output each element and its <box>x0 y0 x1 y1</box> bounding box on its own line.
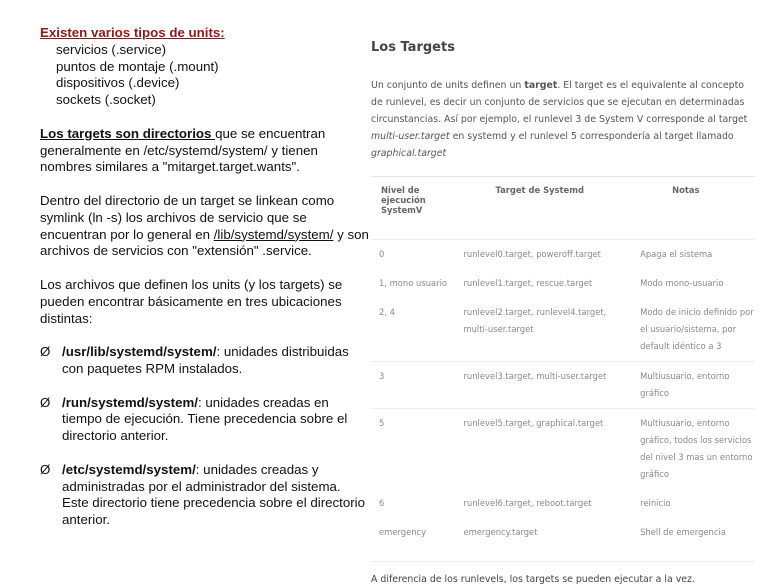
table-cell: 3 <box>371 362 455 409</box>
bullet-path: /usr/lib/systemd/system/ <box>62 344 217 360</box>
bullet-item <box>40 344 370 378</box>
bullet-text: : unidades creadas en tiempo de ejecución. Tiene precedencia sobre el directorio anterior. <box>62 394 348 444</box>
table-row <box>371 489 755 518</box>
column-header: Nivel de ejecución SystemV <box>371 177 455 240</box>
intro-italic: graphical.target <box>371 148 447 159</box>
table-cell: Modo mono-usuario <box>640 278 724 288</box>
targets-screenshot <box>371 40 755 585</box>
targets-intro <box>371 77 755 162</box>
table-cell: 5 <box>371 409 455 490</box>
bullet-item <box>40 462 370 529</box>
unit-type: puntos de montaje (.mount) <box>56 58 219 74</box>
locations-paragraph: Los archivos que definen los units (y los targets) se pueden encontrar básicamente en tres ubicaciones distintas: <box>40 276 343 326</box>
intro-text: Un conjunto de units definen un <box>371 80 525 91</box>
table-cell: Shell de emergencia <box>640 527 726 537</box>
intro-italic: multi-user.target <box>371 131 450 142</box>
intro-bold: target <box>524 80 558 91</box>
table-cell: 1, mono usuario <box>379 278 448 288</box>
table-row <box>371 269 755 298</box>
table-cell: runlevel5.target, graphical.target <box>455 409 632 490</box>
bullet-path: /etc/systemd/system/ <box>62 461 196 477</box>
table-row <box>371 362 755 409</box>
table-cell: Multiusuario, entorno gráfico, todos los servicios del nivel 3 mas un entorno gráfico <box>632 409 755 490</box>
arrow-bullet-icon: Ø <box>40 344 51 360</box>
table-cell: runlevel3.target, multi-user.target <box>455 362 632 409</box>
table-cell: emergency.target <box>463 527 538 537</box>
table-cell: runlevel0.target, poweroff.target <box>455 240 632 270</box>
column-header: Target de Systemd <box>455 177 632 240</box>
units-heading: Existen varios tipos de units: <box>40 25 225 40</box>
table-cell: 2, 4 <box>379 307 395 317</box>
bullet-item <box>40 395 370 445</box>
table-cell: emergency <box>379 527 427 537</box>
table-row <box>371 298 755 362</box>
symlink-text: Dentro del directorio de un target se linkean como symlink (ln -s) los archivos de servicio que se encuentran por lo general en <box>40 192 335 242</box>
table-cell: 6 <box>379 498 385 508</box>
bullet-text: : unidades distribuidas con paquetes RPM instalados. <box>62 344 349 376</box>
table-cell: 0 <box>371 240 455 270</box>
table-row <box>371 240 755 270</box>
targets-text: que se encuentran generalmente en /etc/systemd/system/ y tienen nombres similares a "mitarget.target.wants". <box>40 125 326 175</box>
table-row <box>371 518 755 547</box>
slide-text <box>40 25 370 529</box>
table-cell: Apaga el sistema <box>632 240 755 270</box>
targets-bold: Los targets son directorios <box>40 125 216 141</box>
targets-footer: A diferencia de los runlevels, los targets se pueden ejecutar a la vez. <box>371 561 755 585</box>
unit-type: dispositivos (.device) <box>56 75 180 91</box>
arrow-bullet-icon: Ø <box>40 394 51 410</box>
runlevel-table <box>371 176 755 547</box>
unit-type: sockets (.socket) <box>56 92 156 108</box>
table-cell: runlevel2.target, runlevel4.target, multi-user.target <box>463 307 607 334</box>
arrow-bullet-icon: Ø <box>40 461 51 477</box>
table-cell: runlevel1.target, rescue.target <box>463 278 593 288</box>
intro-text: . El target es el equivalente al concepto de runlevel, es decir un conjunto de servicios que se ejecutan en determinadas circunstancias. Así por ejemplo, el runlevel 3 de System V corresponde al target <box>371 80 748 125</box>
symlink-text-end: y son archivos de servicios con "extensión" .service. <box>40 226 369 259</box>
lib-path-link: /lib/systemd/system/ <box>213 226 334 242</box>
table-row <box>371 409 755 490</box>
column-header: Notas <box>632 177 755 240</box>
table-cell: Modo de inicio definido por el usuario/sistema, por default idéntico a 3 <box>640 307 754 351</box>
targets-title: Los Targets <box>371 40 455 55</box>
intro-text: en systemd y el runlevel 5 correspondería al target llamado <box>449 131 734 142</box>
table-cell: Multiusuario, entorno gráfico <box>632 362 755 409</box>
bullet-path: /run/systemd/system/ <box>62 394 198 410</box>
table-cell: runlevel6.target, reboot.target <box>463 498 592 508</box>
table-cell: reinicio <box>640 498 671 508</box>
unit-type: servicios (.service) <box>56 41 167 57</box>
bullet-text: : unidades creadas y administradas por el administrador del sistema. Este directorio tiene precedencia sobre el directorio anterior. <box>62 461 366 528</box>
symlink-paragraph <box>40 193 370 260</box>
targets-paragraph <box>40 126 370 176</box>
